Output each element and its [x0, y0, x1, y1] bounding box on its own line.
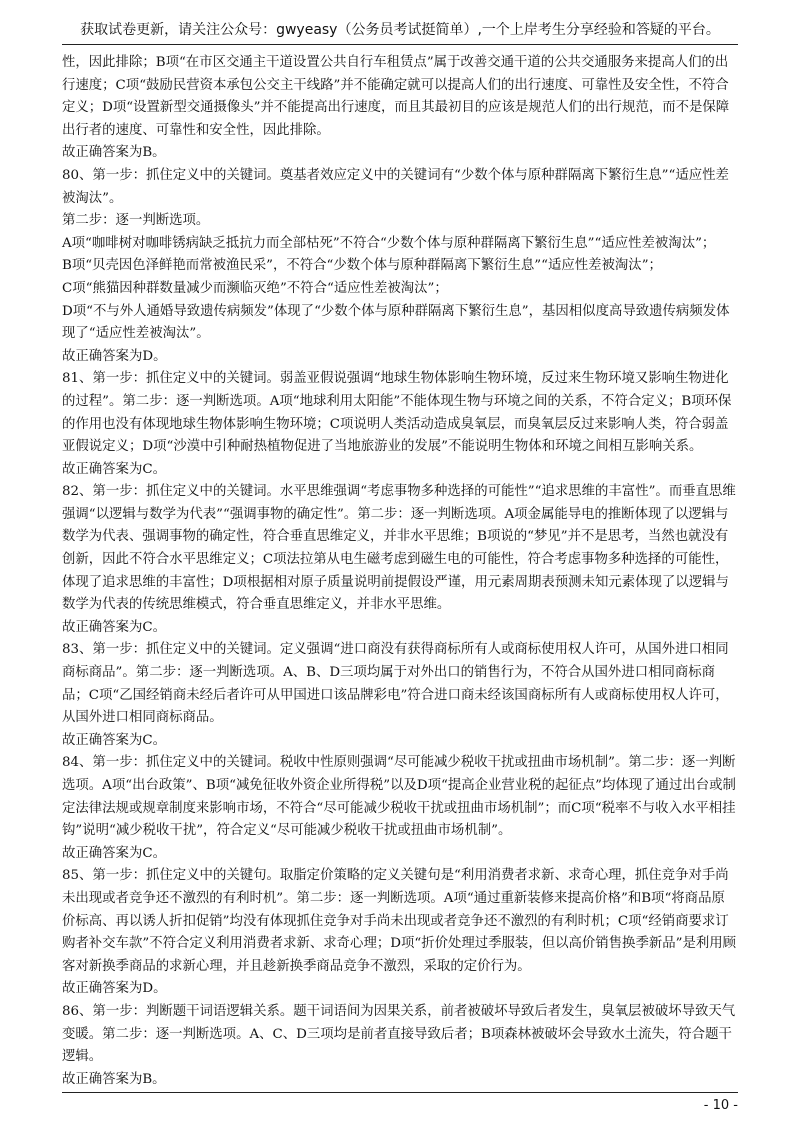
- paragraph: 第二步：逐一判断选项。: [62, 213, 210, 229]
- answer-line: 故正确答案为D。: [62, 348, 167, 364]
- header-divider: [62, 44, 738, 45]
- paragraph: 84、第一步：抓住定义中的关键词。税收中性原则强调“尽可能减少税收干扰或扭曲市场机制”。第二步：逐一判断选项。A项“出台政策”、B项“减免征收外资企业所得税”以及D项“提高企业营业税的起征点”均体现了通过出台或制定法律法规或规章制度来影响市场，不符合“尽可能减少税收干扰或扭曲市场机制”；而C项“税率不与收入水平相挂钩”说明“减少税收干扰”，符合定义“尽可能减少税收干扰或扭曲市场机制”。: [62, 755, 736, 839]
- answer-line: 故正确答案为B。: [62, 145, 166, 161]
- paragraph: 81、第一步：抓住定义中的关键词。弱盖亚假说强调“地球生物体影响生物环境，反过来生物环境又影响生物进化的过程”。第二步：逐一判断选项。A项“地球利用太阳能”不能体现生物与环境之间的关系，不符合定义；B项环保的作用也没有体现地球生物体影响生物环境；C项说明人类活动造成臭氧层，而臭氧层反过来影响人类，符合弱盖亚假说定义；D项“沙漠中引种耐热植物促进了当地旅游业的发展”不能说明生物体和环境之间相互影响关系。: [62, 371, 732, 455]
- paragraph: B项“贝壳因色泽鲜艳而常被渔民采”，不符合“少数个体与原种群隔离下繁衍生息”“适应性差被淘汰”；: [62, 258, 662, 274]
- answer-line: 故正确答案为C。: [62, 461, 166, 477]
- paragraph: 85、第一步：抓住定义中的关键句。取脂定价策略的定义关键句是“利用消费者求新、求奇心理，抓住竞争对手尚未出现或者竞争还不激烈的有利时机”。第二步：逐一判断选项。A项“通过重新装修来提高价格”和B项“将商品原价标高、再以诱人折扣促销”均没有体现抓住竞争对手尚未出现或者竞争还不激烈的有利时机；C项“经销商要求订购者补交车款”不符合定义利用消费者求新、求奇心理；D项“折价处理过季服装，但以高价销售换季新品”是利用顾客对新换季商品的求新心理，并且趁新换季商品竞争不激烈，采取的定价行为。: [62, 868, 737, 974]
- paragraph: D项“不与外人通婚导致遗传病频发”体现了“少数个体与原种群隔离下繁衍生息”，基因相似度高导致遗传病频发体现了“适应性差被淘汰”。: [62, 303, 730, 342]
- paragraph: 82、第一步：抓住定义中的关键词。水平思维强调“考虑事物多种选择的可能性”“追求思维的丰富性”。而垂直思维强调“以逻辑与数学为代表”“强调事物的确定性”。第二步：逐一判断选项。A项金属能导电的推断体现了以逻辑与数学为代表、强调事物的确定性，符合垂直思维定义，并非水平思维；B项说的“梦见”并不是思考，当然也就没有创新，因此不符合水平思维定义；C项法拉第从电生磁考虑到磁生电的可能性，符合考虑事物多种选择的可能性，体现了追求思维的丰富性；D项根据相对原子质量说明前提假设严谨，用元素周期表预测未知元素体现了以逻辑与数学为代表的传统思维模式，符合垂直思维定义，并非水平思维。: [62, 484, 736, 613]
- document-body: [62, 52, 738, 1091]
- answer-line: 故正确答案为C。: [62, 619, 166, 635]
- answer-line: 故正确答案为B。: [62, 1071, 166, 1087]
- page-number: - 10 -: [703, 1098, 738, 1113]
- paragraph: A项“咖啡树对咖啡锈病缺乏抵抗力而全部枯死”不符合“少数个体与原种群隔离下繁衍生息”“适应性差被淘汰”；: [62, 235, 716, 251]
- answer-line: 故正确答案为D。: [62, 981, 167, 997]
- answer-line: 故正确答案为C。: [62, 845, 166, 861]
- paragraph: 性，因此排除；B项“在市区交通主干道设置公共自行车租赁点”属于改善交通干道的公共交通服务来提高人们的出行速度；C项“鼓励民营资本承包公交主干线路”并不能确定就可以提高人们的出行速度、可靠性及安全性，不符合定义；D项“设置新型交通摄像头”并不能提高出行速度，而且其最初目的应该是规范人们的出行规范，而不是保障出行者的速度、可靠性和安全性，因此排除。: [62, 55, 730, 138]
- paragraph: 86、第一步：判断题干词语逻辑关系。题干词语间为因果关系，前者被破坏导致后者发生，臭氧层被破坏导致天气变暖。第二步：逐一判断选项。A、C、D三项均是前者直接导致后者；B项森林被破坏会导致水土流失，符合题干逻辑。: [62, 1003, 736, 1065]
- answer-line: 故正确答案为C。: [62, 732, 166, 748]
- footer-divider: [62, 1092, 738, 1093]
- paragraph: 83、第一步：抓住定义中的关键词。定义强调“进口商没有获得商标所有人或商标使用权人许可，从国外进口相同商标商品”。第二步：逐一判断选项。A、B、D三项均属于对外出口的销售行为，不符合从国外进口相同商标商品；C项“乙国经销商未经后者许可从甲国进口该品牌彩电”符合进口商未经该国商标所有人或商标使用权人许可，从国外进口相同商标商品。: [62, 642, 729, 726]
- paragraph: 80、第一步：抓住定义中的关键词。奠基者效应定义中的关键词有“少数个体与原种群隔离下繁衍生息”“适应性差被淘汰”。: [62, 167, 729, 206]
- paragraph: C项“熊猫因种群数量减少而濒临灭绝”不符合“适应性差被淘汰”；: [62, 280, 448, 296]
- page-header: 获取试卷更新，请关注公众号：gwyeasy（公务员考试挺简单）,一个上岸考生分享经验和答疑的平台。: [80, 22, 720, 38]
